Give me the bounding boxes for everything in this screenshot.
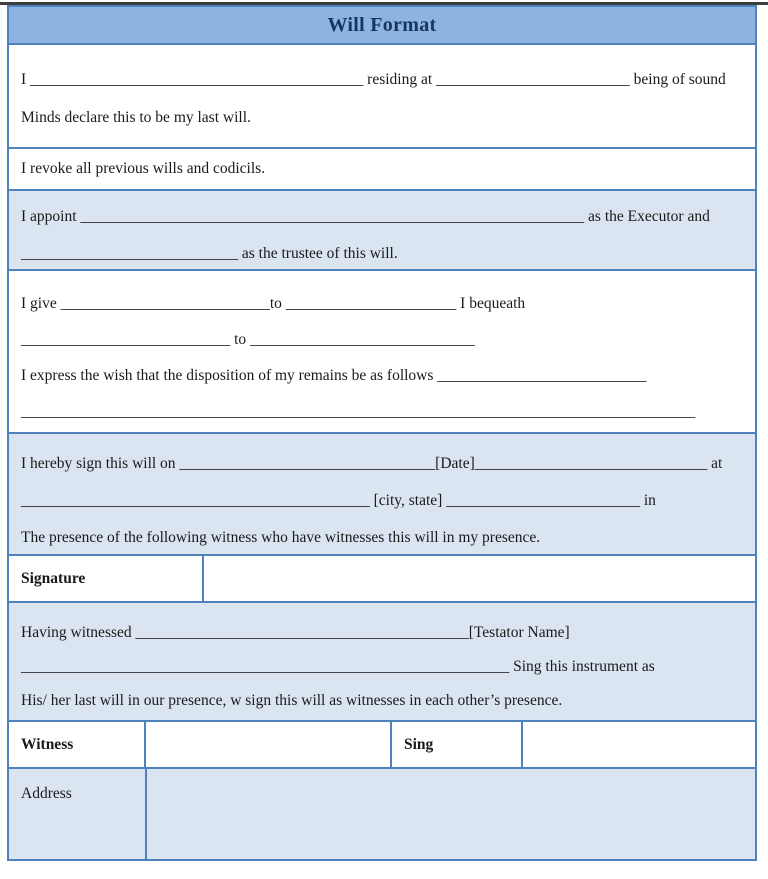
appoint-line-2: ____________________________ as the trustee of this will.	[21, 245, 398, 262]
witness-row	[9, 722, 755, 769]
will-format-form	[7, 5, 757, 861]
witness-value-cell[interactable]	[146, 722, 392, 767]
section-bequests	[9, 271, 755, 434]
declaration-line-1: I ___________________________________________ residing at _________________________ being of sound	[21, 71, 726, 88]
form-header	[9, 7, 755, 45]
sing-label: Sing	[404, 735, 434, 753]
page-title: Will Format	[327, 13, 437, 36]
witnessed-line-1: Having witnessed ___________________________________________[Testator Name]	[21, 624, 570, 641]
signing-line-2: _____________________________________________ [city, state] _________________________ in	[21, 492, 656, 509]
witnessed-line-2: _______________________________________________________________ Sing this instrument as	[21, 658, 655, 675]
signing-line-1: I hereby sign this will on _________________________________[Date]______________________________ at	[21, 455, 723, 472]
signature-label: Signature	[21, 569, 86, 587]
witnessed-line-3: His/ her last will in our presence, w sign this will as witnesses in each other’s presence.	[21, 692, 563, 709]
bequests-line-1: I give ___________________________to ______________________ I bequeath	[21, 295, 526, 312]
section-appoint	[9, 191, 755, 271]
appoint-line-1: I appoint _________________________________________________________________ as the Executor and	[21, 208, 710, 225]
address-label-cell	[9, 769, 147, 859]
signature-value-cell[interactable]	[204, 556, 755, 601]
address-label: Address	[21, 785, 72, 802]
sing-label-cell	[392, 722, 523, 767]
bequests-line-3: I express the wish that the disposition of my remains be as follows ___________________________	[21, 367, 647, 384]
witness-label: Witness	[21, 735, 74, 753]
address-value-cell[interactable]	[147, 769, 755, 859]
sing-value-cell[interactable]	[523, 722, 755, 767]
bequests-line-4: _______________________________________________________________________________________	[21, 403, 696, 420]
signature-row	[9, 556, 755, 603]
declaration-line-2: Minds declare this to be my last will.	[21, 109, 251, 126]
signing-line-3: The presence of the following witness who have witnesses this will in my presence.	[21, 529, 541, 546]
revoke-line-1: I revoke all previous wills and codicils.	[21, 160, 266, 177]
section-revoke	[9, 149, 755, 191]
signature-label-cell	[9, 556, 204, 601]
witness-label-cell	[9, 722, 146, 767]
section-witnessed	[9, 603, 755, 722]
bequests-line-2: ___________________________ to _____________________________	[21, 331, 475, 348]
address-row	[9, 769, 755, 859]
section-signing	[9, 434, 755, 556]
section-declaration	[9, 45, 755, 149]
